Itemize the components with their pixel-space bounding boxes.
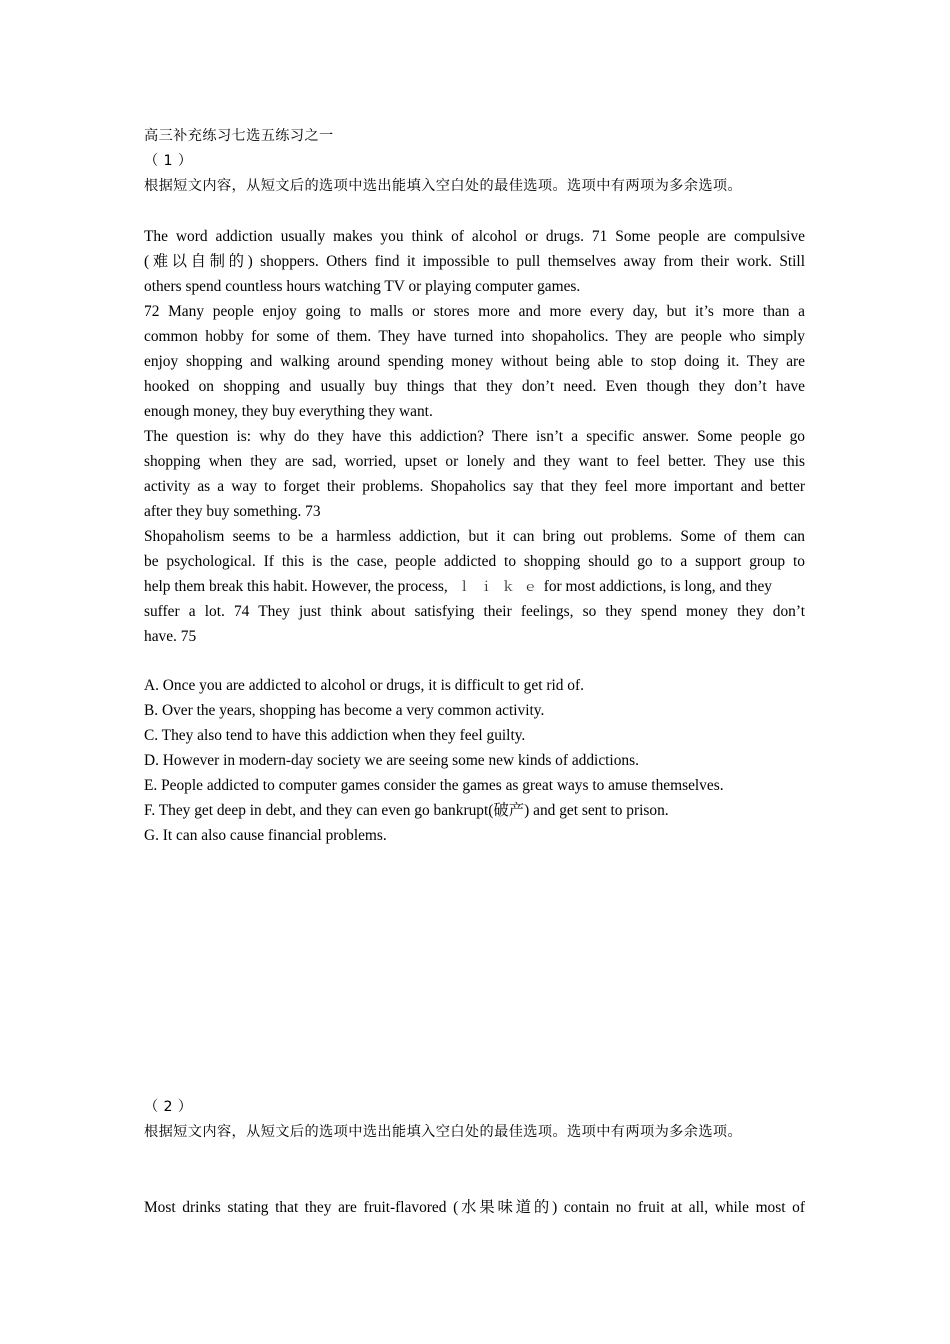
passage-line: Shopaholism seems to be a harmless addiction, but it can bring out problems. Some of them can (144, 528, 805, 545)
passage-line: common hobby for some of them. They have turned into shopaholics. They are people who simply (144, 328, 805, 345)
option-d: D. However in modern-day society we are seeing some new kinds of addictions. (144, 752, 639, 769)
instruction-text: 根据短文内容，从短文后的选项中选出能填入空白处的最佳选项。选项中有两项为多余选项。 (144, 1124, 743, 1140)
option-a: A. Once you are addicted to alcohol or drugs, it is difficult to get rid of. (144, 677, 584, 694)
passage-line: (难以自制的) shoppers. Others find it impossible to pull themselves away from their work. Still (144, 253, 805, 270)
option-e: E. People addicted to computer games consider the games as great ways to amuse themselves. (144, 777, 724, 794)
passage-line: The word addiction usually makes you think of alcohol or drugs. 71 Some people are compulsive (144, 228, 805, 245)
passage-line (144, 574, 772, 600)
passage-segment: help them break this habit. However, the process, (144, 578, 448, 595)
passage-line: be psychological. If this is the case, people addicted to shopping should go to a support group to (144, 553, 805, 570)
passage-line: enjoy shopping and walking around spending money without being able to stop doing it. They are (144, 353, 805, 370)
instruction-text: 根据短文内容，从短文后的选项中选出能填入空白处的最佳选项。选项中有两项为多余选项。 (144, 178, 743, 194)
passage-line: The question is: why do they have this addiction? There isn’t a specific answer. Some people go (144, 428, 805, 445)
passage-line: shopping when they are sad, worried, upset or lonely and they want to feel better. They use this (144, 453, 805, 470)
option-c: C. They also tend to have this addiction when they feel guilty. (144, 727, 526, 744)
passage-line: have. 75 (144, 628, 197, 645)
like-word: ｌｉｋｅ (457, 580, 546, 595)
passage-line: hooked on shopping and usually buy things that they don’t need. Even though they don’t have (144, 378, 805, 395)
passage-line: activity as a way to forget their problems. Shopaholics say that they feel more important and better (144, 478, 805, 495)
passage-line: others spend countless hours watching TV or playing computer games. (144, 278, 581, 295)
option-f: F. They get deep in debt, and they can even go bankrupt(破产) and get sent to prison. (144, 802, 669, 819)
passage-line: suffer a lot. 74 They just think about satisfying their feelings, so they spend money they don’t (144, 603, 805, 620)
section-number: （ 2 ） (144, 1099, 193, 1115)
passage-line: 72 Many people enjoy going to malls or stores more and more every day, but it’s more than a (144, 303, 805, 320)
section-number: （ 1 ） (144, 153, 193, 169)
option-g: G. It can also cause financial problems. (144, 827, 387, 844)
passage-segment: for most addictions, is long, and they (543, 578, 772, 595)
document-title: 高三补充练习七选五练习之一 (144, 128, 334, 144)
option-b: B. Over the years, shopping has become a very common activity. (144, 702, 545, 719)
passage-line: Most drinks stating that they are fruit-flavored (水果味道的) contain no fruit at all, while most of (144, 1199, 805, 1216)
passage-line: after they buy something. 73 (144, 503, 321, 520)
passage-line: enough money, they buy everything they want. (144, 403, 433, 420)
